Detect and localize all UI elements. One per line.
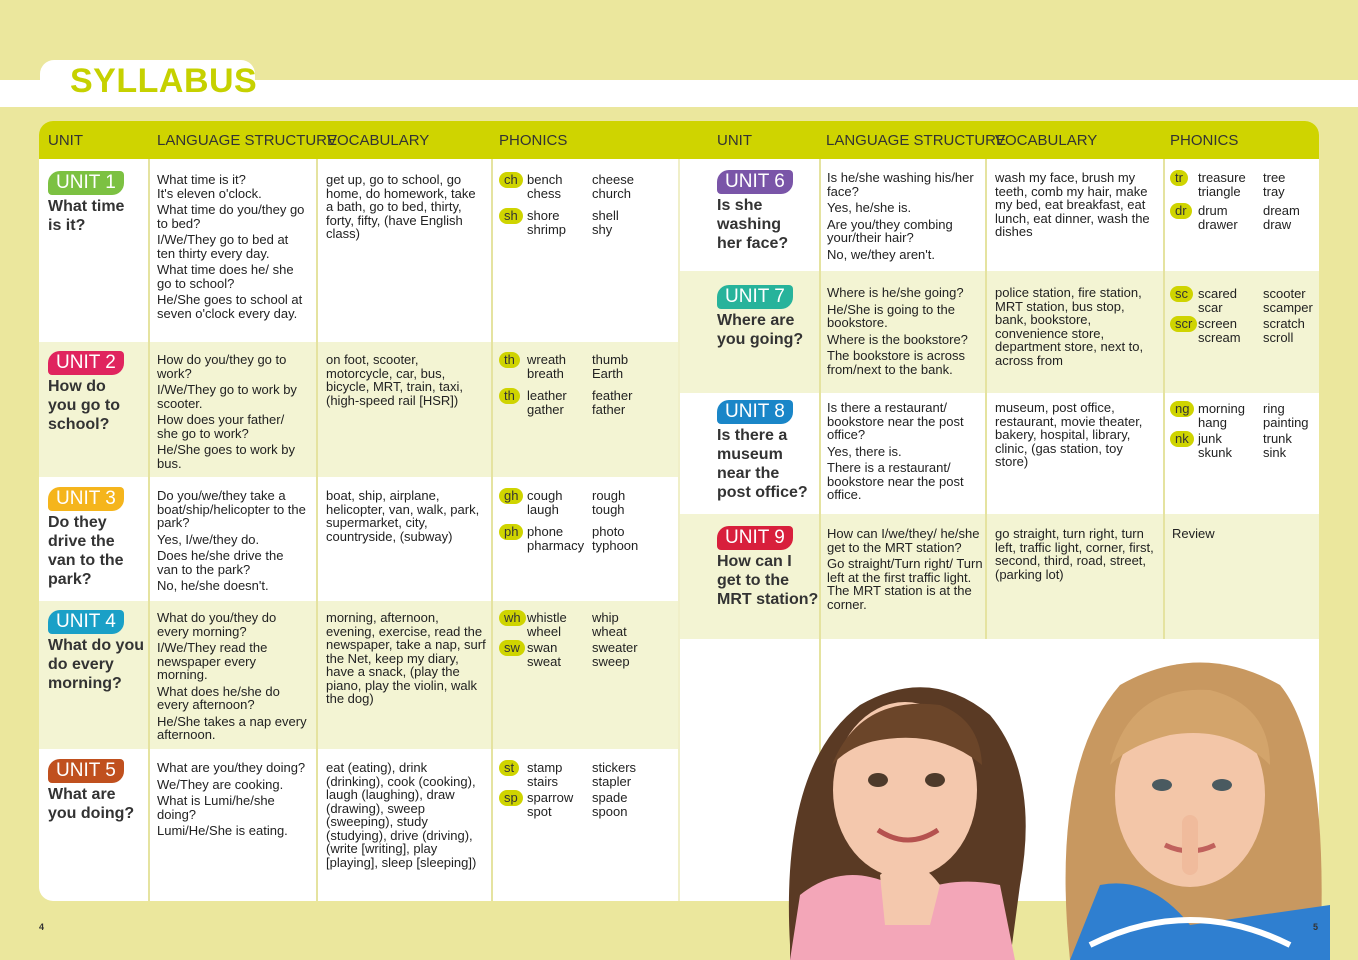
eye-shape xyxy=(1212,779,1232,791)
unit-badge: UNIT 5 xyxy=(48,759,124,783)
unit-8-vocabulary: museum, post office, restaurant, movie theater, bakery, hospital, library, clinic, (gas station, toy store) xyxy=(995,400,1143,469)
eye-shape xyxy=(868,773,888,787)
header-vocabulary: VOCABULARY xyxy=(995,132,1098,149)
unit-2-structure: How do you/they go to work? I/We/They go to work by scooter. How does your father/ she go to work? He/She goes to work by bus. xyxy=(157,352,297,471)
unit-question: What do you do every morning? xyxy=(48,637,144,692)
header-phonics: PHONICS xyxy=(499,132,568,149)
unit-6-phonics: tr treasure triangle tree tray dr drum drawer dream draw xyxy=(1170,170,1319,239)
unit-7-structure: Where is he/she going? He/She is going to the bookstore. Where is the bookstore? The bookstore is across from/next to the bank. xyxy=(827,285,968,377)
unit-8-phonics: ng morning hang ring painting nk junk skunk trunk sink xyxy=(1170,401,1319,467)
unit-4-structure: What do you/they do every morning? I/We/They read the newspaper every morning. What does he/she do every afternoon? He/She takes a nap every afternoon. xyxy=(157,610,307,742)
unit-1-phonics: ch bench chess cheese church sh shore shrimp shell shy xyxy=(499,172,674,244)
unit-3-structure: Do you/we/they take a boat/ship/helicopter to the park? Yes, I/we/they do. Does he/she drive the van to the park? No, he/she doesn't. xyxy=(157,488,306,593)
unit-2-phonics: th wreath breath thumb Earth th leather gather feather father xyxy=(499,352,674,424)
divider xyxy=(985,159,987,639)
unit-3 xyxy=(48,487,124,589)
unit-question: Where are you going? xyxy=(717,312,804,348)
unit-4-phonics: wh whistle wheel whip wheat sw swan sweat sweater sweep xyxy=(499,610,674,676)
girls-photo xyxy=(770,645,1330,960)
page-title: SYLLABUS xyxy=(70,62,258,100)
unit-4-vocabulary: morning, afternoon, evening, exercise, read the newspaper, take a nap, surf the Net, keep my diary, have a snack, (play the piano, play the violin, walk the dog) xyxy=(326,610,486,706)
unit-7-phonics: sc scared scar scooter scamper scr screen scream scratch scroll xyxy=(1170,286,1319,352)
divider xyxy=(316,159,318,901)
unit-6-structure: Is he/she washing his/her face? Yes, he/she is. Are you/they combing your/their hair? No, we/they aren't. xyxy=(827,170,974,262)
unit-9-review: Review xyxy=(1172,526,1215,541)
unit-2 xyxy=(48,351,124,434)
unit-question: Is she washing her face? xyxy=(717,197,789,252)
unit-1-vocabulary: get up, go to school, go home, do homework, take a bath, go to bed, thirty, forty, fifty, (have English class) xyxy=(326,172,476,241)
header-unit: UNIT xyxy=(717,132,752,149)
unit-badge: UNIT 3 xyxy=(48,487,124,511)
unit-5-structure: What are you/they doing? We/They are cooking. What is Lumi/he/she doing? Lumi/He/She is eating. xyxy=(157,760,306,838)
unit-5-vocabulary: eat (eating), drink (drinking), cook (cooking), laugh (laughing), draw (drawing), sweep (sweeping), study (studying), drive (driving), (write [writing], play [playing], sleep [sleeping]) xyxy=(326,760,477,870)
divider xyxy=(148,159,150,901)
header-unit: UNIT xyxy=(48,132,83,149)
header-vocabulary: VOCABULARY xyxy=(327,132,430,149)
header-phonics: PHONICS xyxy=(1170,132,1239,149)
unit-badge: UNIT 9 xyxy=(717,526,793,550)
unit-9 xyxy=(717,526,818,609)
unit-5-phonics: st stamp stairs stickers stapler sp sparrow spot spade spoon xyxy=(499,760,674,826)
unit-9-vocabulary: go straight, turn right, turn left, traffic light, corner, first, second, third, road, street, (parking lot) xyxy=(995,526,1154,582)
finger-shape xyxy=(1182,815,1198,875)
page-number-left: 4 xyxy=(39,922,45,932)
unit-4 xyxy=(48,610,144,693)
unit-3-vocabulary: boat, ship, airplane, helicopter, van, walk, park, supermarket, city, countryside, (subway) xyxy=(326,488,480,544)
unit-badge: UNIT 2 xyxy=(48,351,124,375)
unit-6-vocabulary: wash my face, brush my teeth, comb my hair, make my bed, eat breakfast, eat lunch, eat dinner, wash the dishes xyxy=(995,170,1150,239)
unit-2-vocabulary: on foot, scooter, motorcycle, car, bus, bicycle, MRT, train, taxi, (high-speed rail [HSR]) xyxy=(326,352,464,408)
unit-question: Is there a museum near the post office? xyxy=(717,427,808,501)
unit-1 xyxy=(48,171,124,235)
unit-badge: UNIT 4 xyxy=(48,610,124,634)
unit-5 xyxy=(48,759,134,823)
unit-6 xyxy=(717,170,793,253)
unit-question: What time is it? xyxy=(48,198,125,234)
divider xyxy=(491,159,493,901)
unit-badge: UNIT 1 xyxy=(48,171,124,195)
eye-shape xyxy=(925,773,945,787)
header-language-structure: LANGUAGE STRUCTURE xyxy=(157,132,338,149)
unit-badge: UNIT 6 xyxy=(717,170,793,194)
unit-3-phonics: gh cough laugh rough tough ph phone pharmacy photo typhoon xyxy=(499,488,674,560)
unit-1-structure: What time is it? It's eleven o'clock. What time do you/they go to bed? I/We/They go to bed at ten thirty every day. What time does he/ she go to school? He/She goes to school at seven o'clock every day. xyxy=(157,172,305,321)
table-header xyxy=(39,121,1319,159)
page-number-right: 5 xyxy=(1313,922,1319,932)
divider xyxy=(1163,159,1165,639)
unit-8-structure: Is there a restaurant/ bookstore near the post office? Yes, there is. There is a restaurant/ bookstore near the post office. xyxy=(827,400,964,502)
unit-7 xyxy=(717,285,803,349)
divider xyxy=(678,159,680,901)
unit-question: What are you doing? xyxy=(48,786,135,822)
unit-badge: UNIT 8 xyxy=(717,400,793,424)
unit-9-structure: How can I/we/they/ he/she get to the MRT station? Go straight/Turn right/ Turn left at the first traffic light. The MRT station is at the corner. xyxy=(827,526,983,612)
unit-question: How do you go to school? xyxy=(48,378,120,433)
header-language-structure: LANGUAGE STRUCTURE xyxy=(826,132,1007,149)
unit-question: How can I get to the MRT station? xyxy=(717,553,819,608)
unit-question: Do they drive the van to the park? xyxy=(48,514,124,588)
unit-8 xyxy=(717,400,808,502)
unit-7-vocabulary: police station, fire station, MRT station, bus stop, bank, bookstore, convenience store, department store, next to, across from xyxy=(995,285,1144,368)
unit-badge: UNIT 7 xyxy=(717,285,793,309)
eye-shape xyxy=(1152,779,1172,791)
